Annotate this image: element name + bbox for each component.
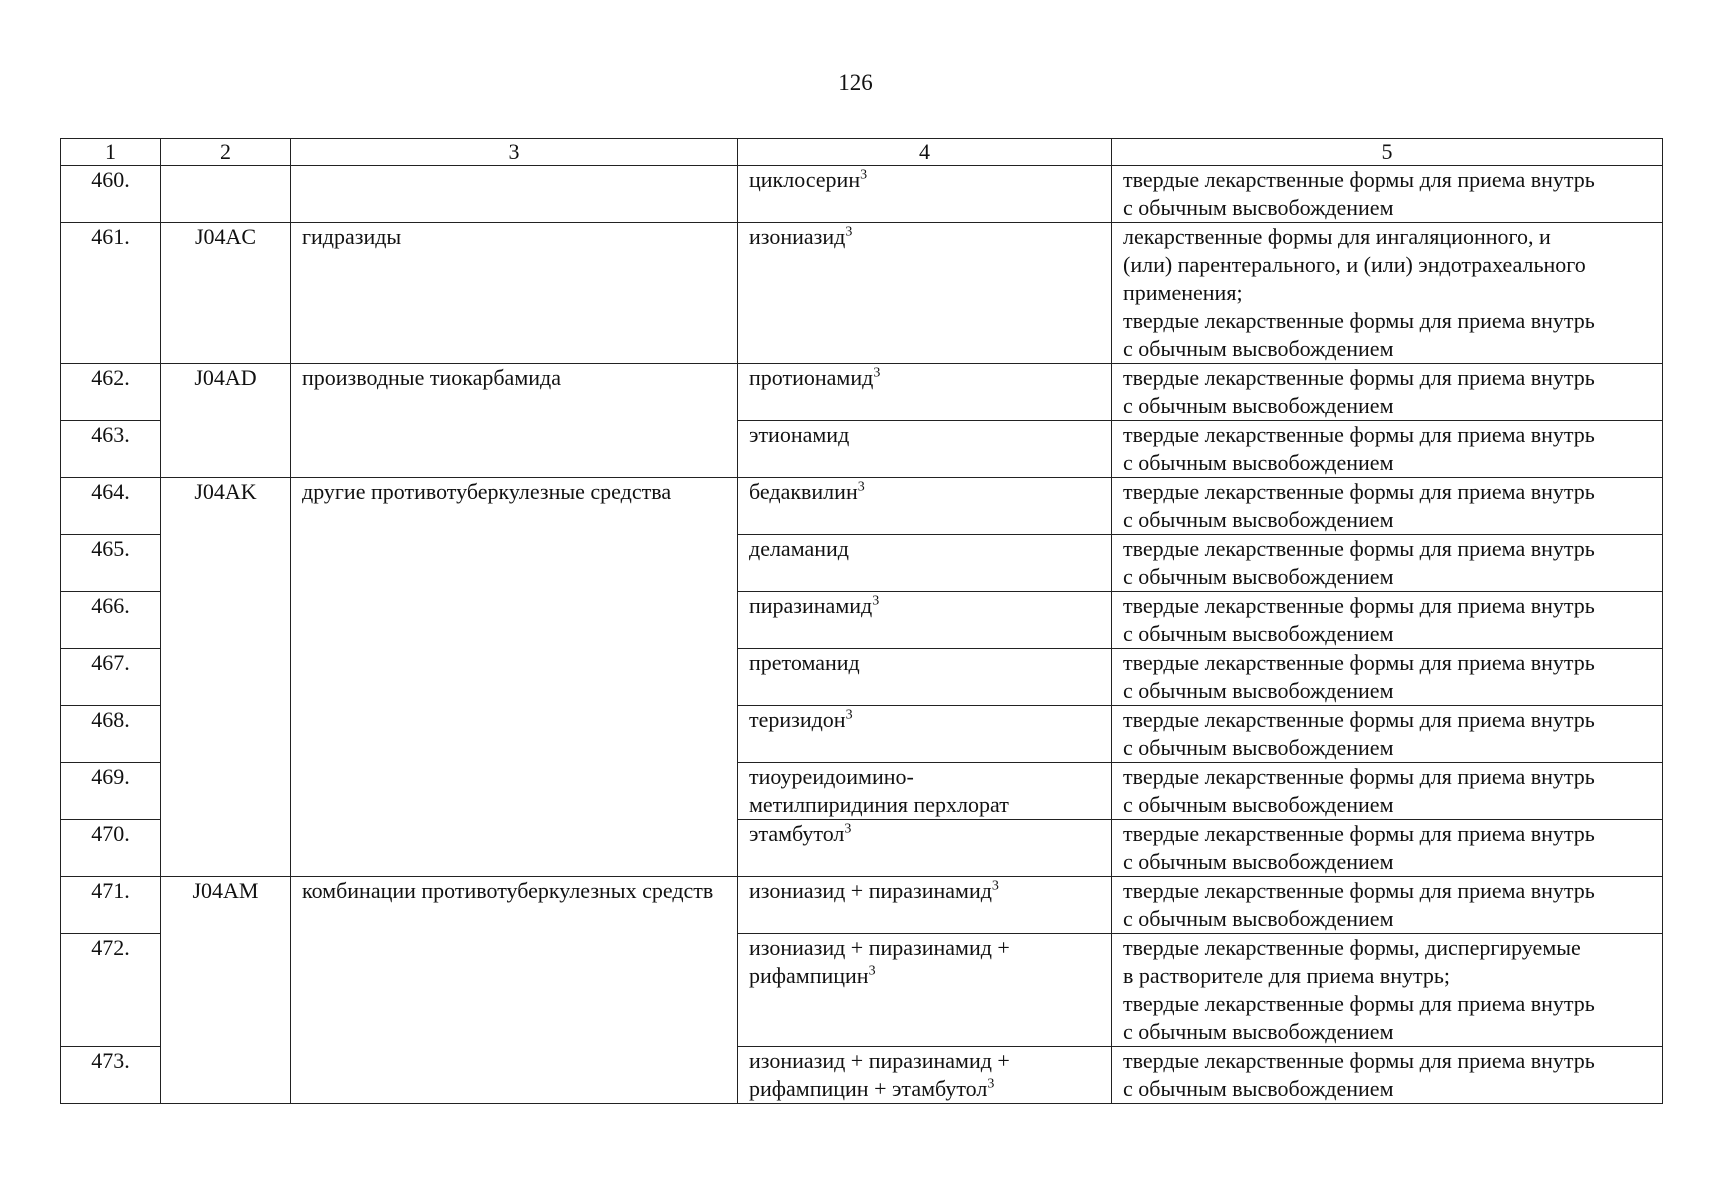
dosage-form-line: с обычным высвобождением bbox=[1123, 450, 1394, 475]
footnote-marker: 3 bbox=[873, 365, 881, 381]
dosage-form-cell bbox=[1112, 820, 1663, 877]
footnote-marker: 3 bbox=[868, 963, 876, 979]
atc-code-cell: J04AD bbox=[161, 364, 291, 478]
footnote-marker: 3 bbox=[991, 878, 999, 894]
drug-name-cell bbox=[738, 535, 1112, 592]
dosage-form-line: (или) парентерального, и (или) эндотрахеального bbox=[1123, 252, 1586, 277]
dosage-form-line: твердые лекарственные формы, диспергируемые bbox=[1123, 935, 1581, 960]
drug-name: тиоуреидоимино- метилпиридиния перхлорат bbox=[749, 764, 1009, 817]
dosage-form-cell bbox=[1112, 1047, 1663, 1104]
drug-name-cell bbox=[738, 649, 1112, 706]
table-row bbox=[61, 877, 1663, 934]
dosage-form-line: с обычным высвобождением bbox=[1123, 792, 1394, 817]
drug-name: этамбутол bbox=[749, 821, 845, 846]
drug-name: изониазид + пиразинамид + рифампицин bbox=[749, 935, 1010, 988]
drug-name-cell bbox=[738, 166, 1112, 223]
row-number: 465. bbox=[61, 535, 161, 592]
table-row bbox=[61, 166, 1663, 223]
dosage-form-line: с обычным высвобождением bbox=[1123, 849, 1394, 874]
dosage-form-line: с обычным высвобождением bbox=[1123, 621, 1394, 646]
drug-name: пиразинамид bbox=[749, 593, 873, 618]
footnote-marker: 3 bbox=[872, 593, 880, 609]
drug-name: бедаквилин bbox=[749, 479, 858, 504]
dosage-form-line: твердые лекарственные формы для приема внутрь bbox=[1123, 991, 1595, 1016]
atc-code-cell: J04AM bbox=[161, 877, 291, 1104]
drug-name: циклосерин bbox=[749, 167, 861, 192]
drug-name: изониазид + пиразинамид + рифампицин + этамбутол bbox=[749, 1048, 1010, 1101]
row-number: 462. bbox=[61, 364, 161, 421]
group-name-cell bbox=[291, 166, 738, 223]
drug-name-cell bbox=[738, 706, 1112, 763]
drug-name-cell bbox=[738, 421, 1112, 478]
dosage-form-cell bbox=[1112, 877, 1663, 934]
row-number: 464. bbox=[61, 478, 161, 535]
dosage-form-cell bbox=[1112, 763, 1663, 820]
header-col-1: 1 bbox=[61, 139, 161, 166]
dosage-form-line: твердые лекарственные формы для приема внутрь bbox=[1123, 764, 1595, 789]
dosage-form-line: твердые лекарственные формы для приема внутрь bbox=[1123, 422, 1595, 447]
drug-name-cell bbox=[738, 1047, 1112, 1104]
page-number: 126 bbox=[838, 70, 873, 95]
drug-name: теризидон bbox=[749, 707, 846, 732]
footnote-marker: 3 bbox=[845, 707, 853, 723]
header-col-3: 3 bbox=[291, 139, 738, 166]
table-row bbox=[61, 223, 1663, 364]
group-name-cell: комбинации противотуберкулезных средств bbox=[291, 877, 738, 1104]
dosage-form-line: твердые лекарственные формы для приема внутрь bbox=[1123, 593, 1595, 618]
footnote-marker: 3 bbox=[987, 1076, 995, 1092]
row-number: 461. bbox=[61, 223, 161, 364]
dosage-form-line: в растворителе для приема внутрь; bbox=[1123, 963, 1450, 988]
group-name-cell: производные тиокарбамида bbox=[291, 364, 738, 478]
dosage-form-line: с обычным высвобождением bbox=[1123, 195, 1394, 220]
dosage-form-line: с обычным высвобождением bbox=[1123, 393, 1394, 418]
dosage-form-line: с обычным высвобождением bbox=[1123, 735, 1394, 760]
dosage-form-cell bbox=[1112, 592, 1663, 649]
dosage-form-line: с обычным высвобождением bbox=[1123, 336, 1394, 361]
drug-name-cell bbox=[738, 820, 1112, 877]
table-row bbox=[61, 364, 1663, 421]
row-number: 460. bbox=[61, 166, 161, 223]
group-name-cell: другие противотуберкулезные средства bbox=[291, 478, 738, 877]
drug-name: изониазид + пиразинамид bbox=[749, 878, 992, 903]
dosage-form-cell bbox=[1112, 706, 1663, 763]
dosage-form-cell bbox=[1112, 934, 1663, 1047]
atc-code-cell: J04AK bbox=[161, 478, 291, 877]
drug-name-cell bbox=[738, 877, 1112, 934]
header-col-4: 4 bbox=[738, 139, 1112, 166]
row-number: 468. bbox=[61, 706, 161, 763]
dosage-form-line: твердые лекарственные формы для приема внутрь bbox=[1123, 365, 1595, 390]
drug-name-cell bbox=[738, 934, 1112, 1047]
dosage-form-line: твердые лекарственные формы для приема внутрь bbox=[1123, 821, 1595, 846]
dosage-form-line: с обычным высвобождением bbox=[1123, 564, 1394, 589]
dosage-form-line: твердые лекарственные формы для приема внутрь bbox=[1123, 878, 1595, 903]
dosage-form-cell bbox=[1112, 478, 1663, 535]
drug-name-cell bbox=[738, 763, 1112, 820]
dosage-form-cell bbox=[1112, 166, 1663, 223]
dosage-form-line: применения; bbox=[1123, 280, 1243, 305]
group-name-cell: гидразиды bbox=[291, 223, 738, 364]
table-body bbox=[61, 166, 1663, 1104]
dosage-form-cell bbox=[1112, 364, 1663, 421]
dosage-form-line: твердые лекарственные формы для приема внутрь bbox=[1123, 650, 1595, 675]
drug-name-cell bbox=[738, 478, 1112, 535]
dosage-form-line: твердые лекарственные формы для приема внутрь bbox=[1123, 1048, 1595, 1073]
dosage-form-cell bbox=[1112, 649, 1663, 706]
dosage-form-line: с обычным высвобождением bbox=[1123, 1076, 1394, 1101]
dosage-form-line: твердые лекарственные формы для приема внутрь bbox=[1123, 536, 1595, 561]
drug-name-cell bbox=[738, 223, 1112, 364]
drug-name: протионамид bbox=[749, 365, 874, 390]
dosage-form-line: твердые лекарственные формы для приема внутрь bbox=[1123, 707, 1595, 732]
header-col-5: 5 bbox=[1112, 139, 1663, 166]
atc-code-cell: J04AC bbox=[161, 223, 291, 364]
row-number: 470. bbox=[61, 820, 161, 877]
row-number: 467. bbox=[61, 649, 161, 706]
header-row bbox=[61, 139, 1663, 166]
drug-name: претоманид bbox=[749, 650, 860, 675]
dosage-form-line: твердые лекарственные формы для приема внутрь bbox=[1123, 167, 1595, 192]
drug-name-cell bbox=[738, 592, 1112, 649]
footnote-marker: 3 bbox=[857, 479, 865, 495]
dosage-form-cell bbox=[1112, 421, 1663, 478]
table-row bbox=[61, 478, 1663, 535]
dosage-form-line: с обычным высвобождением bbox=[1123, 906, 1394, 931]
dosage-form-line: с обычным высвобождением bbox=[1123, 678, 1394, 703]
footnote-marker: 3 bbox=[845, 224, 853, 240]
dosage-form-cell bbox=[1112, 535, 1663, 592]
drug-name-cell bbox=[738, 364, 1112, 421]
row-number: 473. bbox=[61, 1047, 161, 1104]
footnote-marker: 3 bbox=[844, 821, 852, 837]
dosage-form-line: лекарственные формы для ингаляционного, и bbox=[1123, 224, 1551, 249]
dosage-form-line: твердые лекарственные формы для приема внутрь bbox=[1123, 479, 1595, 504]
dosage-form-line: с обычным высвобождением bbox=[1123, 1019, 1394, 1044]
row-number: 472. bbox=[61, 934, 161, 1047]
drug-name: этионамид bbox=[749, 422, 850, 447]
row-number: 466. bbox=[61, 592, 161, 649]
drug-name: изониазид bbox=[749, 224, 846, 249]
dosage-form-line: твердые лекарственные формы для приема внутрь bbox=[1123, 308, 1595, 333]
drug-name: деламанид bbox=[749, 536, 849, 561]
row-number: 469. bbox=[61, 763, 161, 820]
drug-table bbox=[60, 138, 1663, 1104]
row-number: 463. bbox=[61, 421, 161, 478]
row-number: 471. bbox=[61, 877, 161, 934]
header-col-2: 2 bbox=[161, 139, 291, 166]
atc-code-cell bbox=[161, 166, 291, 223]
footnote-marker: 3 bbox=[860, 167, 868, 183]
dosage-form-line: с обычным высвобождением bbox=[1123, 507, 1394, 532]
dosage-form-cell bbox=[1112, 223, 1663, 364]
